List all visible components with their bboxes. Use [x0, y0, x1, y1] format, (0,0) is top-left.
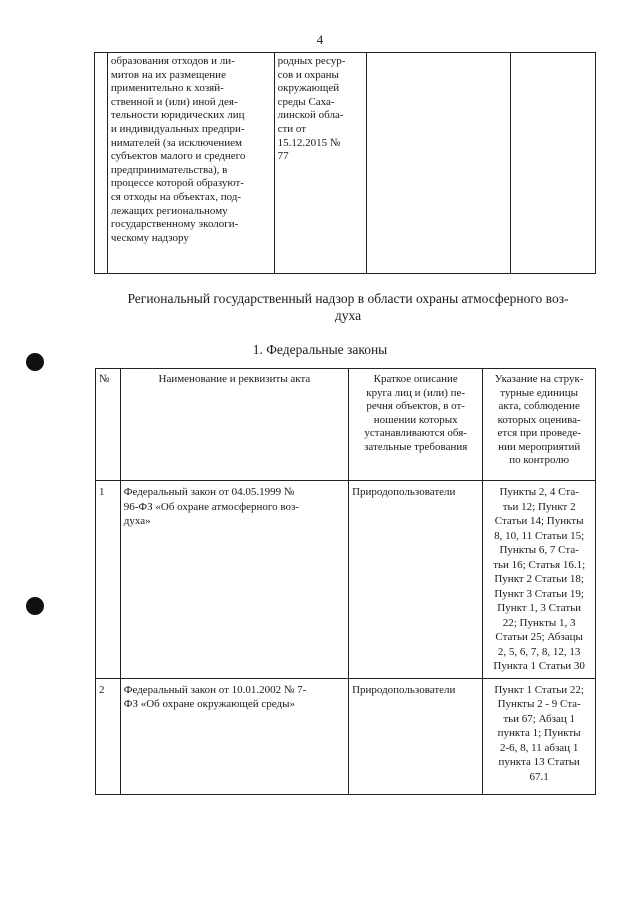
- row-act-name: Федеральный закон от 04.05.1999 № 96-ФЗ «Об охране атмосферного воз- духа»: [120, 481, 348, 679]
- header-num: №: [96, 369, 121, 481]
- row-desc: Природопользователи: [349, 481, 483, 679]
- row-num: 1: [96, 481, 121, 679]
- row-num: 2: [96, 678, 121, 794]
- table-header-row: [96, 369, 596, 481]
- continuation-cell-act: родных ресур- сов и охраны окружающей среды Саха- линской обла- сти от 15.12.2015 № 77: [274, 53, 367, 274]
- table-row: [95, 53, 596, 274]
- punch-hole: [26, 597, 44, 615]
- continuation-table: [94, 52, 596, 274]
- empty-cell: [510, 53, 595, 274]
- row-units: Пункт 1 Статьи 22; Пункты 2 - 9 Ста- тьи 67; Абзац 1 пункта 1; Пункты 2-6, 8, 11 абзац 1 пункта 13 Статьи 67.1: [483, 678, 596, 794]
- subsection-title: 1. Федеральные законы: [252, 342, 388, 357]
- federal-laws-table: [95, 368, 596, 795]
- row-desc: Природопользователи: [349, 678, 483, 794]
- row-units: Пункты 2, 4 Ста- тьи 12; Пункт 2 Статьи 14; Пункты 8, 10, 11 Статьи 15; Пункты 6, 7 Ста- тьи 16; Статья 16.1; Пункт 2 Статьи 18; Пункт 3 Статьи 19; Пункт 1, 3 Статьи 22; Пункты 1, 3 Статьи 25; Абзацы 2, 5, 6, 7, 8, 12, 13 Пункта 1 Статьи 30: [483, 481, 596, 679]
- empty-cell: [367, 53, 510, 274]
- header-desc: Краткое описание круга лиц и (или) пе- речня объектов, в от- ношении которых устанавливаются обя- зательные требования: [349, 369, 483, 481]
- table-row: [96, 481, 596, 679]
- empty-cell: [95, 53, 108, 274]
- header-units: Указание на струк- турные единицы акта, соблюдение которых оценива- ется при проведе- нии мероприятий по контролю: [483, 369, 596, 481]
- header-name: Наименование и реквизиты акта: [120, 369, 348, 481]
- continuation-cell-name: образования отходов и ли- митов на их размещение применительно к хозяй- ственной и (или) иной дея- тельности юридических лиц и индивидуальных предпри- нимателей (за исключением субъектов малого и среднего предпринимательства), в процессе которой образуют- ся отходы на объектах, под- лежащих региональному государственному экологи- ческому надзору: [107, 53, 274, 274]
- row-act-name: Федеральный закон от 10.01.2002 № 7- ФЗ «Об охране окружающей среды»: [120, 678, 348, 794]
- section-title: Региональный государственный надзор в области охраны атмосферного воз- духа: [127, 291, 569, 323]
- page-number: 4: [316, 32, 324, 47]
- table-row: [96, 678, 596, 794]
